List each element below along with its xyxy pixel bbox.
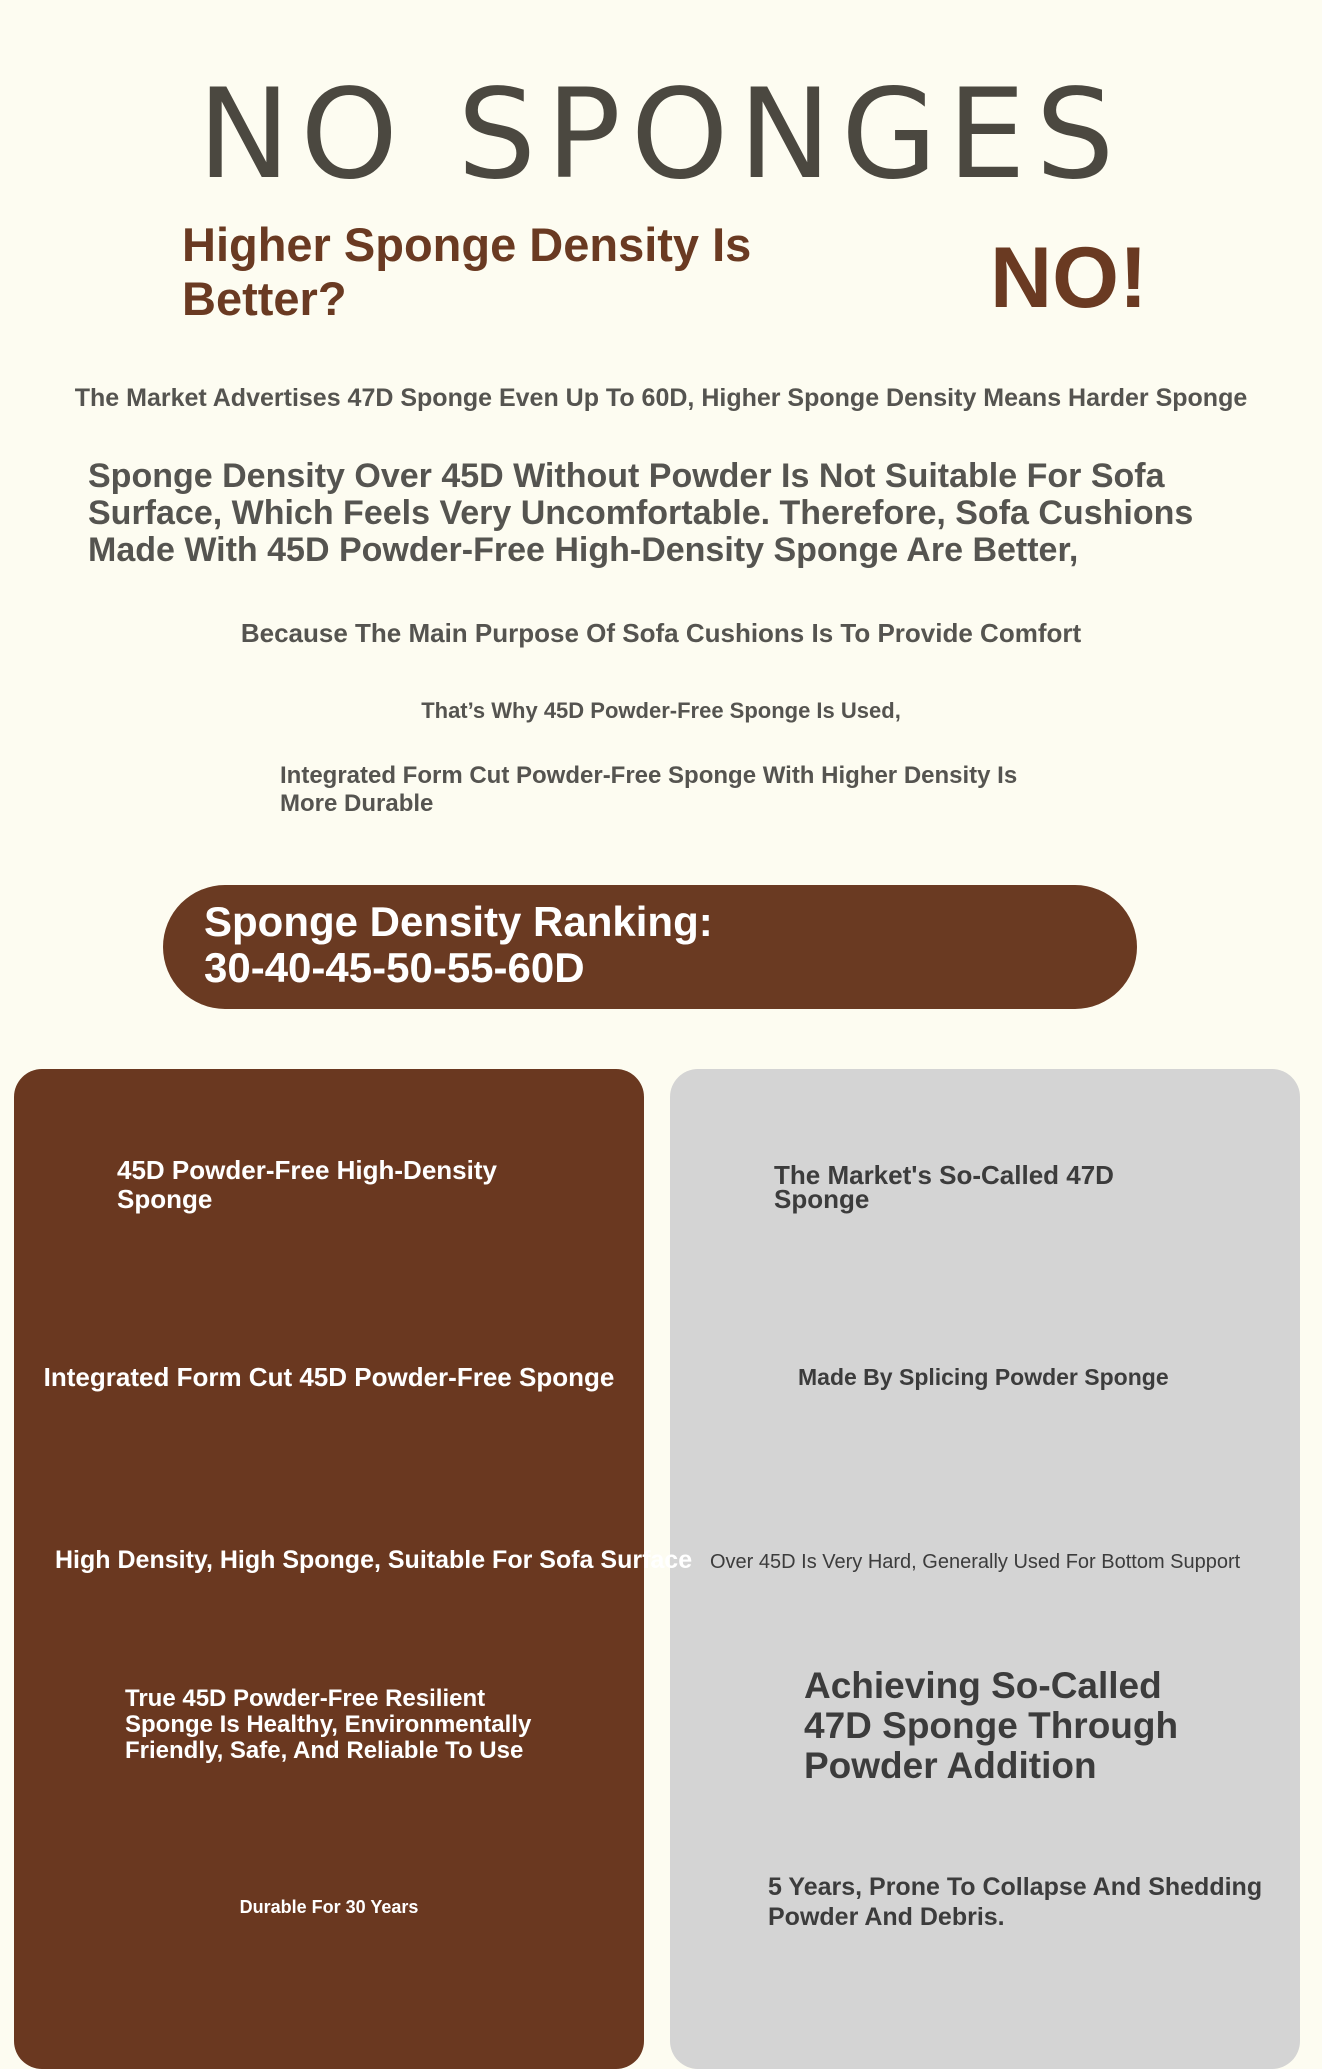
reason-text: That’s Why 45D Powder-Free Sponge Is Used,	[421, 698, 901, 723]
left-card-point-healthy: True 45D Powder-Free Resilient Sponge Is Healthy, Environmentally Friendly, Safe, And Reliable To Use	[125, 1685, 532, 1764]
right-card-point-bottom-support: Over 45D Is Very Hard, Generally Used For Bottom Support	[710, 1551, 1241, 1573]
right-card-title: The Market's So-Called 47D Sponge	[774, 1160, 1114, 1214]
powder-sponge-card	[670, 1069, 1300, 2069]
left-card-point-durable: Durable For 30 Years	[239, 1897, 419, 1917]
hero-title: NO SPONGES	[197, 63, 1125, 207]
answer-no: NO!	[990, 230, 1148, 326]
banner-ranking: 30-40-45-50-55-60D	[204, 944, 585, 991]
question-heading: Higher Sponge Density Is Better?	[182, 218, 752, 325]
right-card-point-powder-addition: Achieving So-Called 47D Sponge Through Powder Addition	[804, 1665, 1179, 1786]
durability-text: Integrated Form Cut Powder-Free Sponge With Higher Density Is More Durable	[280, 762, 1018, 817]
right-card-point-collapse: 5 Years, Prone To Collapse And Shedding Powder And Debris.	[768, 1873, 1263, 1931]
left-card-point-form-cut: Integrated Form Cut 45D Powder-Free Sponge	[43, 1362, 615, 1392]
banner-label: Sponge Density Ranking:	[204, 898, 713, 945]
market-claim-text: The Market Advertises 47D Sponge Even Up To 60D, Higher Sponge Density Means Harder Sponge	[74, 384, 1248, 412]
density-explanation-paragraph: Sponge Density Over 45D Without Powder Is Not Suitable For Sofa Surface, Which Feels Very Uncomfortable. Therefore, Sofa Cushions Made With 45D Powder-Free High-Density Sponge Are Better,	[88, 457, 1194, 569]
left-card-point-sofa-surface: High Density, High Sponge, Suitable For Sofa Surface	[55, 1546, 693, 1574]
left-card-title: 45D Powder-Free High-Density Sponge	[117, 1155, 497, 1214]
density-ranking-banner	[163, 885, 1137, 1009]
right-card-point-splicing: Made By Splicing Powder Sponge	[798, 1364, 1169, 1390]
comfort-purpose-text: Because The Main Purpose Of Sofa Cushions Is To Provide Comfort	[240, 618, 1082, 648]
powder-free-sponge-card	[14, 1069, 693, 2069]
density-ranking-text	[204, 899, 713, 991]
